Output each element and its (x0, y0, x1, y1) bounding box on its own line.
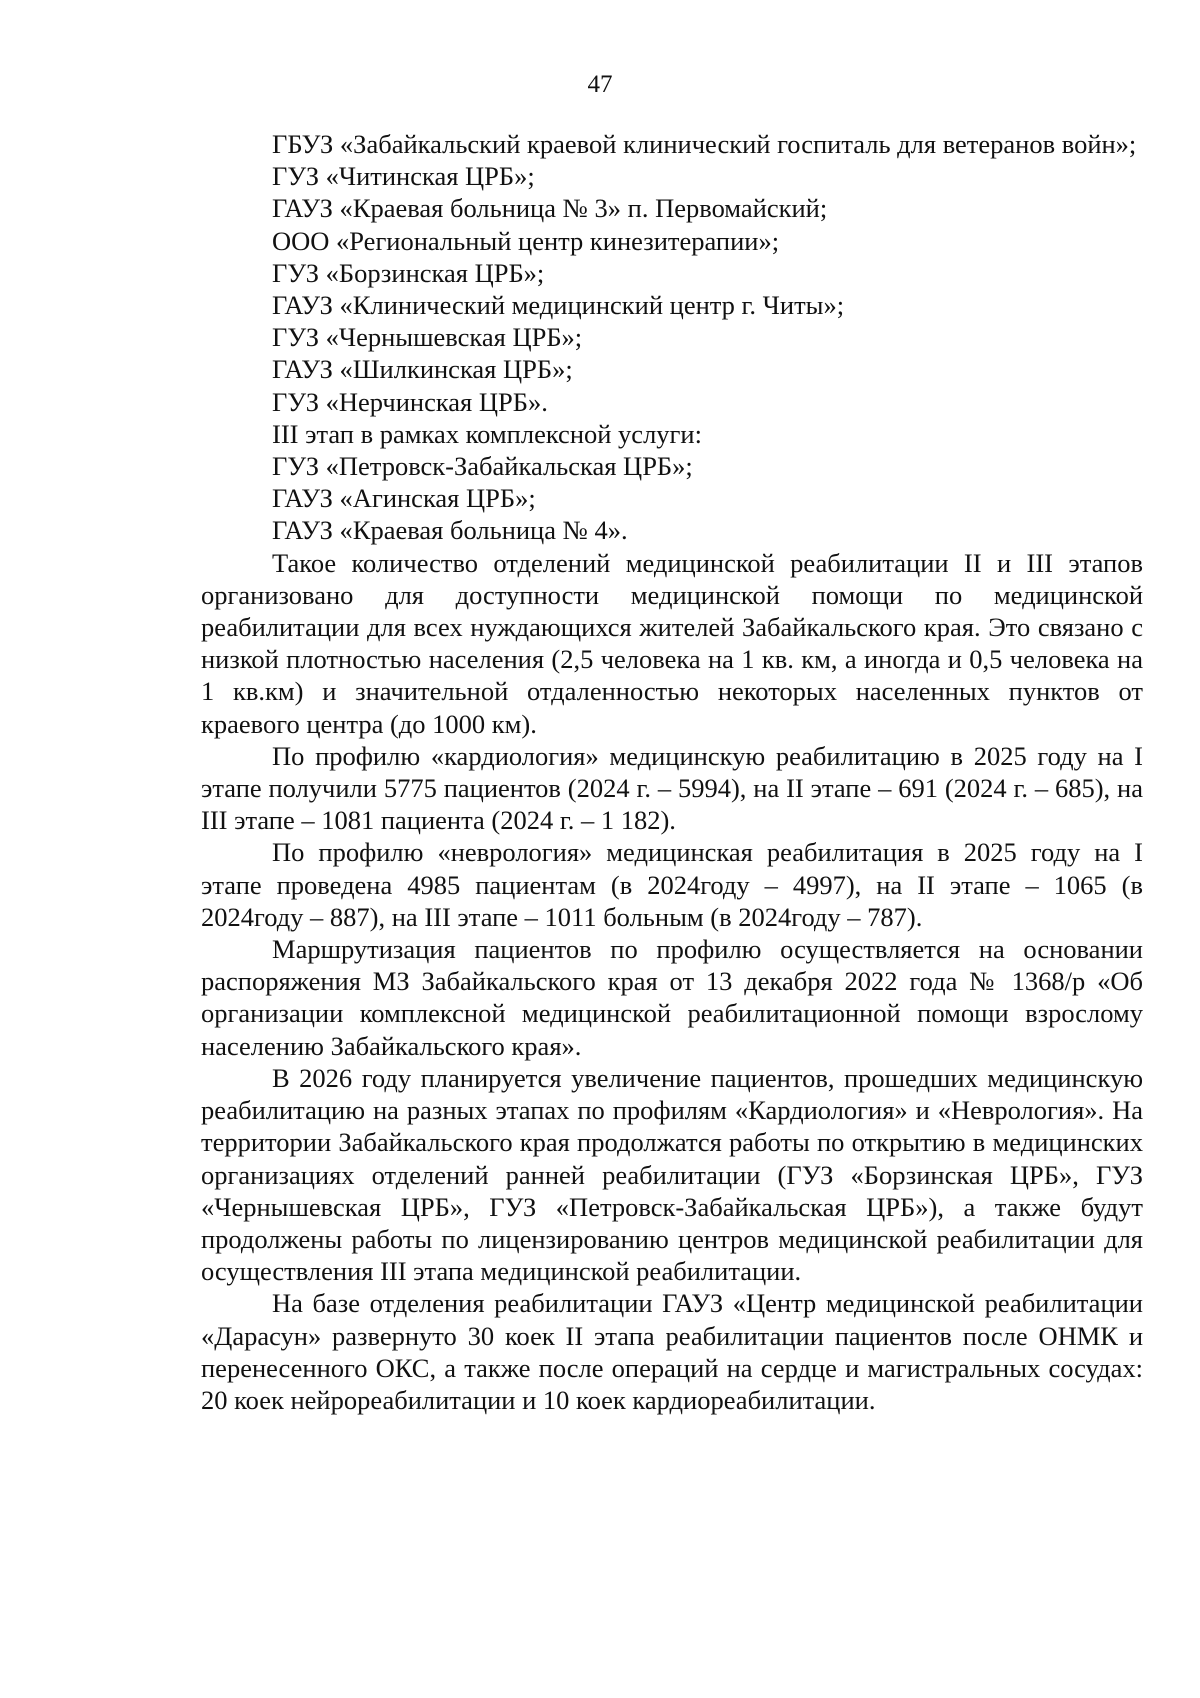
list-item: ГУЗ «Читинская ЦРБ»; (272, 161, 535, 192)
list-item: ГУЗ «Петровск-Забайкальская ЦРБ»; (272, 451, 693, 482)
paragraph: По профилю «неврология» медицинская реабилитация в 2025 году на I этапе проведена 4985 пациентам (в 2024году – 4997), на II этапе – 1065 (в 2024году – 887), на III этапе – 1011 больным (в 2024году – 787). (201, 837, 1143, 932)
paragraph: На базе отделения реабилитации ГАУЗ «Центр медицинской реабилитации «Дарасун» развернуто 30 коек II этапа реабилитации пациентов после ОНМК и перенесенного ОКС, а также после операций на сердце и магистральных сосудах: 20 коек нейрореабилитации и 10 коек кардиореабилитации. (201, 1288, 1143, 1415)
page-number: 47 (587, 71, 613, 98)
paragraph: По профилю «кардиология» медицинскую реабилитацию в 2025 году на I этапе получили 5775 пациентов (2024 г. – 5994), на II этапе – 691 (2024 г. – 685), на III этапе – 1081 пациента (2024 г. – 1 182). (201, 740, 1143, 836)
list-item: ГУЗ «Борзинская ЦРБ»; (272, 257, 545, 288)
list-item: III этап в рамках комплексной услуги: (272, 418, 702, 449)
paragraph: Маршрутизация пациентов по профилю осуществляется на основании распоряжения МЗ Забайкальского края от 13 декабря 2022 года № 1368/р «Об организации комплексной медицинской реабилитационной помощи взрослому населению Забайкальского края». (201, 934, 1143, 1061)
list-item: ГУЗ «Чернышевская ЦРБ»; (272, 322, 583, 353)
list-item: ГАУЗ «Клинический медицинский центр г. Читы»; (272, 290, 845, 321)
list-item: ООО «Региональный центр кинезитерапии»; (272, 225, 780, 256)
list-item: ГАУЗ «Шилкинская ЦРБ»; (272, 354, 573, 385)
paragraph: ГБУЗ «Забайкальский краевой клинический госпиталь для ветеранов войн»; (272, 129, 1137, 159)
document-body (201, 128, 1143, 1416)
list-item: ГАУЗ «Агинская ЦРБ»; (272, 483, 536, 514)
paragraph: Такое количество отделений медицинской реабилитации II и III этапов организовано для доступности медицинской помощи по медицинской реабилитации для всех нуждающихся жителей Забайкальского края. Это связано с низкой плотностью населения (2,5 человека на 1 кв. км, а иногда и 0,5 человека на 1 кв.км) и значительной отдаленностью некоторых населенных пунктов от краевого центра (до 1000 км). (201, 547, 1143, 739)
list-item: ГАУЗ «Краевая больница № 4». (272, 515, 628, 546)
paragraph: В 2026 году планируется увеличение пациентов, прошедших медицинскую реабилитацию на разных этапах по профилям «Кардиология» и «Неврология». На территории Забайкальского края продолжатся работы по открытию в медицинских организациях отделений ранней реабилитации (ГУЗ «Борзинская ЦРБ», ГУЗ «Чернышевская ЦРБ», ГУЗ «Петровск-Забайкальская ЦРБ»), а также будут продолжены работы по лицензированию центров медицинской реабилитации для осуществления III этапа медицинской реабилитации. (201, 1062, 1143, 1287)
list-item: ГУЗ «Нерчинская ЦРБ». (272, 386, 548, 417)
list-item: ГАУЗ «Краевая больница № 3» п. Первомайский; (272, 193, 828, 224)
